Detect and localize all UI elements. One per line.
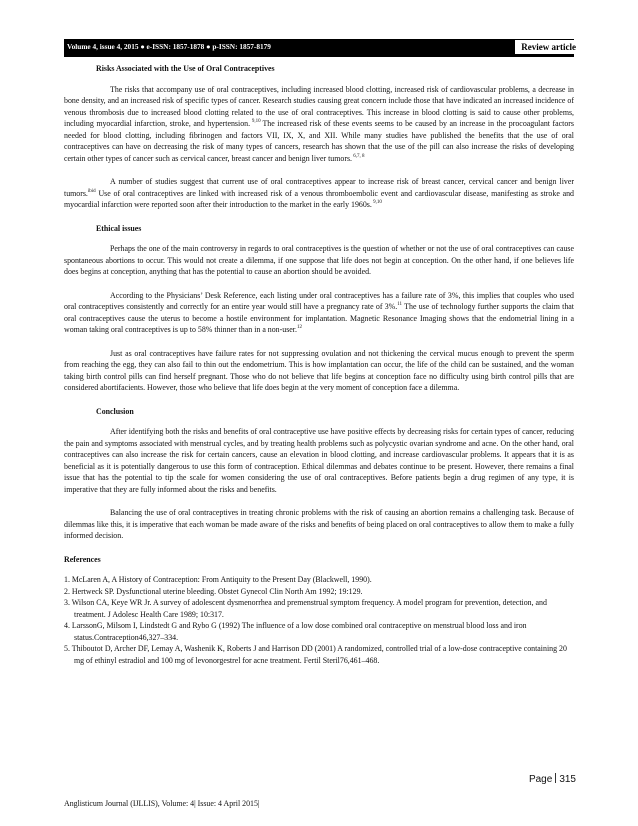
reference-item: 3. Wilson CA, Keye WR Jr. A survey of adolescent dysmenorrhea and premenstrual symptom frequency. A model program for prevention, detection, and treatment. J Adolesc Health Care 1989; 10:317.: [64, 598, 547, 619]
journal-footer: Anglisticum Journal (IJLLIS), Volume: 4| Issue: 4 April 2015|: [64, 799, 260, 808]
paragraph: Perhaps the one of the main controversy in regards to oral contraceptives is the question of whether or not the use of oral contraceptives can cause spontaneous abortions to occur. This would not create a dilemma, if one suppose that life does not begin at conception. On the other hand, if one believes life does begins at conception, anything that has the potential to cause an abortion should be avoided.: [64, 244, 574, 276]
page-number-divider: [555, 773, 556, 783]
paragraph: The risks that accompany use of oral contraceptives, including increased blood clotting, increased risk of cardiovascular problems, a decrease in bone density, and an increased risk of specific types of cancer. Research studies causing great concern include those that have indicated an increased incidence of venous thrombosis due to increased blood clotting related to the use of oral contraceptives. This increase in blood clotting is said to cause other problems, including myocardial infarction, stroke, and hypertension. $^{9,10}$ The increased risk of these events seems to be caused by an increase in the procoagulant factors needed for blood clotting, including fibrinogen and factors VII, IX, X, and XII. While many studies have published the benefits that the use of oral contraceptives can have on decreasing the risk of many types of cancers, research has shown that the use of the pill can also increase the risks of developing certain other types of cancer such as cervical cancer, breast cancer and benign liver tumors. $^{6,7, 8}$: [64, 84, 574, 163]
article-type-label: Review article: [515, 40, 576, 54]
article-body: [64, 63, 574, 666]
journal-header-bar: [64, 39, 574, 57]
paragraph: A number of studies suggest that current use of oral contraceptives appear to increase risk of breast cancer, cervical cancer and benign liver tumors.$^{ibid}$ Use of oral contraceptives are linked with increased risk of a venous thromboembolic event and cardiovascular disease, manifesting as stroke and myocardial infarction were reported soon after their introduction to the market in the early 1960s. $^{9,10}$: [64, 177, 574, 209]
reference-item: 4. LarssonG, Milsom I, Lindstedt G and Rybo G (1992) The influence of a low dose combined oral contraceptive on menstrual blood loss and iron status.Contraception46,327–334.: [64, 621, 527, 642]
reference-list: [64, 574, 574, 666]
journal-info: Volume 4, issue 4, 2015 ● e-ISSN: 1857-1878 ● p-ISSN: 1857-8179: [67, 42, 271, 51]
page-number-value: 315: [559, 774, 576, 785]
section-heading-ethical: Ethical issues: [96, 223, 142, 233]
section-heading-risks: Risks Associated with the Use of Oral Contraceptives: [96, 64, 275, 73]
paragraph: Balancing the use of oral contraceptives in treating chronic problems with the risk of causing an abortion remains a challenging task. Because of dilemmas like this, it is imperative that each woman be made aware of the risks and benefits of being placed on oral contraceptives to allow them to make a fully informed decision.: [64, 508, 574, 540]
page-label: Page: [528, 774, 553, 785]
page-number: [529, 773, 576, 785]
citation: 12: [296, 325, 302, 330]
reference-item: 1. McLaren A, A History of Contraception: From Antiquity to the Present Day (Blackwell, 1990).: [64, 575, 372, 584]
citation: 9,10: [250, 119, 263, 124]
paragraph: Just as oral contraceptives have failure rates for not suppressing ovulation and not thickening the cervical mucus enough to prevent the sperm from reaching the egg, they can also fail to thin out the endometrium. This is how implantation can occur, the life of the child can be sustained, and the woman taking birth control pills can find herself pregnant. Those who do not believe that life begins at conception face no difficulty using birth control pills that are considered abortifacients. However, those who believe that life does begin at the very moment of conception face a dilemma.: [64, 348, 574, 392]
citation: 9,10: [371, 200, 382, 205]
reference-item: 2. Hertweck SP. Dysfunctional uterine bleeding. Obstet Gynecol Clin North Am 1992; 19:129.: [64, 586, 363, 596]
paragraph: According to the Physicians’ Desk Reference, each listing under oral contraceptives has a failure rate of 3%, this implies that couples who used oral contraceptives consistently and correctly for an entire year would still have a pregnancy rate of 3%.$^{11}$ The use of technology further supports the claim that oral contraceptives cause the uterus to become a hostile environment for implantation. Magnetic Resonance Imaging shows that the endometrial lining in a woman taking oral contraceptives is up to 58% thinner than in a non-user.$^{12}$: [64, 290, 574, 334]
reference-item: 5. Thiboutot D, Archer DF, Lemay A, Washenik K, Roberts J and Harrison DD (2001) A randomized, controlled trial of a low-dose contraceptive containing 20 mg of ethinyl estradiol and 100 mg of levonorgestrel for acne treatment. Fertil Steril76,461–468.: [64, 644, 567, 665]
section-heading-references: References: [64, 554, 101, 564]
section-heading-conclusion: Conclusion: [96, 406, 134, 416]
citation: 11: [397, 302, 403, 307]
paragraph: After identifying both the risks and benefits of oral contraceptive use have positive effects by decreasing risks for certain types of cancer, reducing the pain and symptoms associated with menstrual cycles, and by treating health problems such as polycystic ovarian syndrome and acne. On the other hand, oral contraceptives can also increase the risk for certain cancers, cause an elevation in blood clotting, and increase cardiovascular problems. It appears that it is as beneficial as it is potentially dangerous to use this form of contraception. Ethical dilemmas and debates continue to be present. However, there remains a final issue that has the potential to tip the scale for women considering the use of oral contraceptives. Before patients begin a drug regimen of any type, it is imperative that they are fully informed about the risks and benefits.: [64, 427, 574, 494]
citation: 6,7, 8: [352, 153, 365, 159]
citation: ibid: [87, 188, 96, 194]
